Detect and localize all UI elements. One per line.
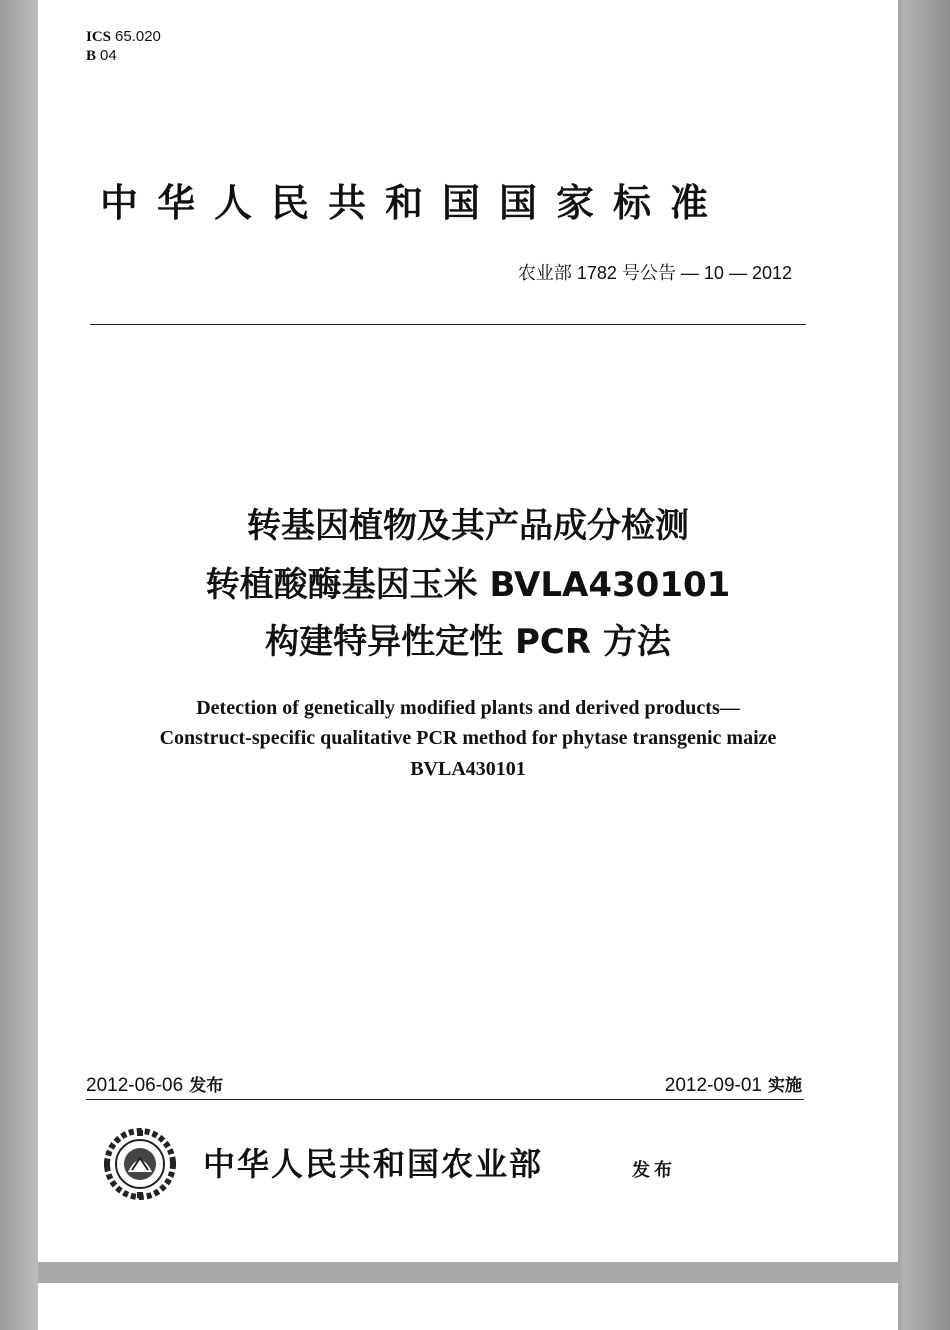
title-en-line-3: BVLA430101 [410, 758, 526, 780]
scan-left-edge [0, 0, 38, 1330]
implement-label: 实施 [768, 1076, 802, 1096]
issue-label: 发布 [189, 1076, 224, 1096]
title-cn-line-3: 构建特异性定性 PCR 方法 [265, 622, 671, 662]
issuer-name: 中华人民共和国农业部 [203, 1145, 544, 1183]
classification-code [86, 47, 117, 65]
standard-header: 中华人民共和国国家标准 [100, 181, 728, 225]
ministry-emblem-icon [102, 1128, 178, 1200]
issuer-label: 发布 [632, 1160, 676, 1181]
footer-divider [86, 1099, 804, 1100]
title-cn-line-1: 转基因植物及其产品成分检测 [247, 506, 689, 546]
ics-code [86, 28, 161, 46]
issue-date: 2012-06-06 [86, 1075, 184, 1096]
title-en-line-1: Detection of genetically modified plants and derived products— [196, 697, 740, 719]
next-page-top [38, 1283, 898, 1330]
ics-value: 65.020 [115, 28, 161, 45]
standard-number: 农业部 1782 号公告 — 10 — 2012 [517, 263, 792, 283]
header-divider [90, 324, 806, 325]
ics-label: ICS [86, 29, 112, 45]
classification-label: B [86, 48, 97, 64]
implement-date: 2012-09-01 [664, 1075, 762, 1096]
implement-date-block [665, 1071, 802, 1097]
classification-value: 04 [100, 47, 117, 64]
title-cn-line-2: 转植酸酶基因玉米 BVLA430101 [205, 565, 731, 605]
scan-right-edge [902, 0, 950, 1330]
title-en-line-2: Construct-specific qualitative PCR method for phytase transgenic maize [159, 727, 777, 749]
document-page [38, 0, 898, 1262]
issue-date-block [86, 1071, 223, 1097]
